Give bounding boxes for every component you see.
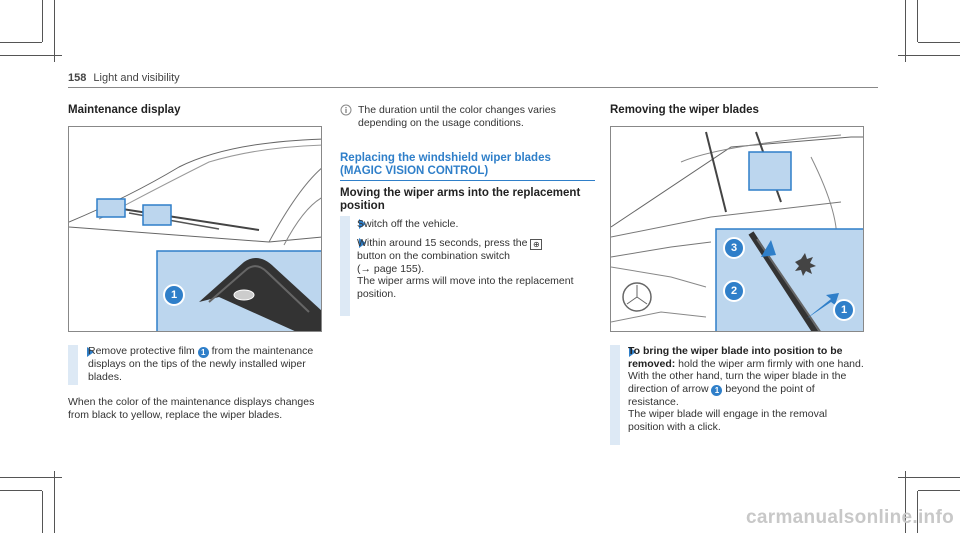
- crop-mark: [42, 491, 43, 533]
- crop-mark: [0, 55, 62, 56]
- instruction-bar: [68, 345, 78, 385]
- crop-mark: [918, 42, 960, 43]
- callout-2: 2: [723, 280, 745, 302]
- replacing-wiper-blades-title: Replacing the windshield wiper blades (MAGIC VISION CONTROL): [340, 152, 551, 177]
- title-underline: [340, 180, 595, 181]
- page-reference-link[interactable]: (→ page 155).: [357, 262, 425, 275]
- remove-blade-instruction: To bring the wiper blade into position to be removed: hold the wiper arm firmly with one hand. With the other hand, turn the wiper blade in the direction of arrow 1 beyond the point of resistance. The wiper blade will engage in the removal position with a click.: [628, 345, 864, 433]
- crop-mark: [898, 55, 960, 56]
- callout-1: 1: [163, 284, 185, 306]
- page-number: 158: [68, 72, 87, 84]
- callout-1: 1: [833, 299, 855, 321]
- crop-mark: [0, 42, 42, 43]
- watermark: carmanualsonline.info: [746, 507, 954, 528]
- maintenance-display-title: Maintenance display: [68, 104, 181, 116]
- info-note: The duration until the color changes varies depending on the usage conditions.: [340, 104, 595, 129]
- removing-wiper-blades-title: Removing the wiper blades: [610, 104, 759, 116]
- crop-mark: [917, 0, 918, 42]
- header-rule: [68, 87, 878, 88]
- step-switch-off: Switch off the vehicle.: [357, 218, 459, 230]
- section-name: Light and visibility: [93, 72, 180, 84]
- crop-mark: [898, 477, 960, 478]
- replace-paragraph: When the color of the maintenance displays changes from black to yellow, replace the wiper blades.: [68, 396, 315, 421]
- crop-mark: [918, 490, 960, 491]
- crop-mark: [42, 0, 43, 42]
- crop-mark: [54, 0, 55, 62]
- step-press-button: Within around 15 seconds, press the ⊕ button on the combination switch (→ page 155). The wiper arms will move into the replacement position.: [357, 237, 597, 300]
- removing-wiper-figure: [610, 126, 864, 332]
- remove-step-bar: [610, 345, 620, 445]
- crop-mark: [0, 477, 62, 478]
- crop-mark: [0, 490, 42, 491]
- maintenance-display-figure: [68, 126, 322, 332]
- info-icon: [340, 104, 352, 116]
- replacement-position-subtitle: Moving the wiper arms into the replacement position: [340, 187, 581, 212]
- windshield-illustration: [69, 127, 322, 332]
- callout-3: 3: [723, 237, 745, 259]
- number-badge: 1: [711, 385, 722, 396]
- wiper-button-icon: ⊕: [530, 239, 542, 250]
- crop-mark: [905, 0, 906, 62]
- remove-film-instruction: Remove protective film 1 from the maintenance displays on the tips of the newly installed wiper blades.: [88, 345, 314, 383]
- page-header: [68, 72, 180, 84]
- number-badge: 1: [198, 347, 209, 358]
- crop-mark: [54, 471, 55, 533]
- steps-bar: [340, 216, 350, 316]
